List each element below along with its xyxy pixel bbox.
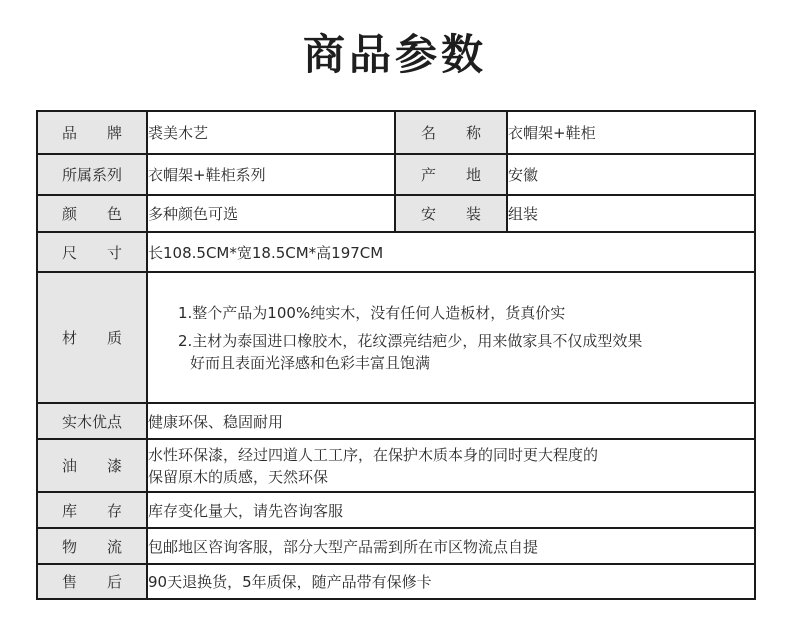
stock-value: 库存变化量大，请先咨询客服 bbox=[147, 492, 755, 528]
table-row bbox=[37, 403, 755, 439]
table-row bbox=[37, 232, 755, 272]
aftersale-label: 售 后 bbox=[37, 564, 147, 599]
material-value bbox=[147, 272, 755, 403]
brand-label: 品 牌 bbox=[37, 111, 147, 154]
material-point-1: 1.整个产品为100%纯实木，没有任何人造板材，货真价实 bbox=[178, 303, 566, 322]
size-label: 尺 寸 bbox=[37, 232, 147, 272]
install-label: 安 装 bbox=[395, 195, 507, 232]
origin-value: 安徽 bbox=[507, 154, 755, 195]
table-row bbox=[37, 111, 755, 154]
table-row bbox=[37, 564, 755, 599]
table-row bbox=[37, 195, 755, 232]
color-label: 颜 色 bbox=[37, 195, 147, 232]
material-label: 材 质 bbox=[37, 272, 147, 403]
table-row bbox=[37, 154, 755, 195]
logistics-label: 物 流 bbox=[37, 528, 147, 564]
table-row bbox=[37, 272, 755, 403]
paint-value bbox=[147, 439, 755, 492]
table-row bbox=[37, 492, 755, 528]
brand-value: 裘美木艺 bbox=[147, 111, 395, 154]
color-value: 多种颜色可选 bbox=[147, 195, 395, 232]
stock-label: 库 存 bbox=[37, 492, 147, 528]
origin-label: 产 地 bbox=[395, 154, 507, 195]
paint-line-2: 保留原木的质感，天然环保 bbox=[148, 467, 329, 486]
install-value: 组装 bbox=[507, 195, 755, 232]
series-label: 所属系列 bbox=[37, 154, 147, 195]
table-row bbox=[37, 528, 755, 564]
series-value: 衣帽架+鞋柜系列 bbox=[147, 154, 395, 195]
material-point-2: 2.主材为泰国进口橡胶木，花纹漂亮结疤少，用来做家具不仅成型效果 bbox=[178, 331, 643, 350]
paint-label: 油 漆 bbox=[37, 439, 147, 492]
name-value: 衣帽架+鞋柜 bbox=[507, 111, 755, 154]
size-value: 长108.5CM*宽18.5CM*高197CM bbox=[147, 232, 755, 272]
page-title: 商品参数 bbox=[302, 30, 487, 79]
advantage-value: 健康环保、稳固耐用 bbox=[147, 403, 755, 439]
logistics-value: 包邮地区咨询客服，部分大型产品需到所在市区物流点自提 bbox=[147, 528, 755, 564]
paint-line-1: 水性环保漆，经过四道人工工序，在保护木质本身的同时更大程度的 bbox=[148, 445, 599, 464]
advantage-label: 实木优点 bbox=[37, 403, 147, 439]
product-spec-table bbox=[36, 110, 756, 600]
aftersale-value: 90天退换货，5年质保，随产品带有保修卡 bbox=[147, 564, 755, 599]
name-label: 名 称 bbox=[395, 111, 507, 154]
material-point-2-cont: 好而且表面光泽感和色彩丰富且饱满 bbox=[190, 353, 431, 372]
table-row bbox=[37, 439, 755, 492]
